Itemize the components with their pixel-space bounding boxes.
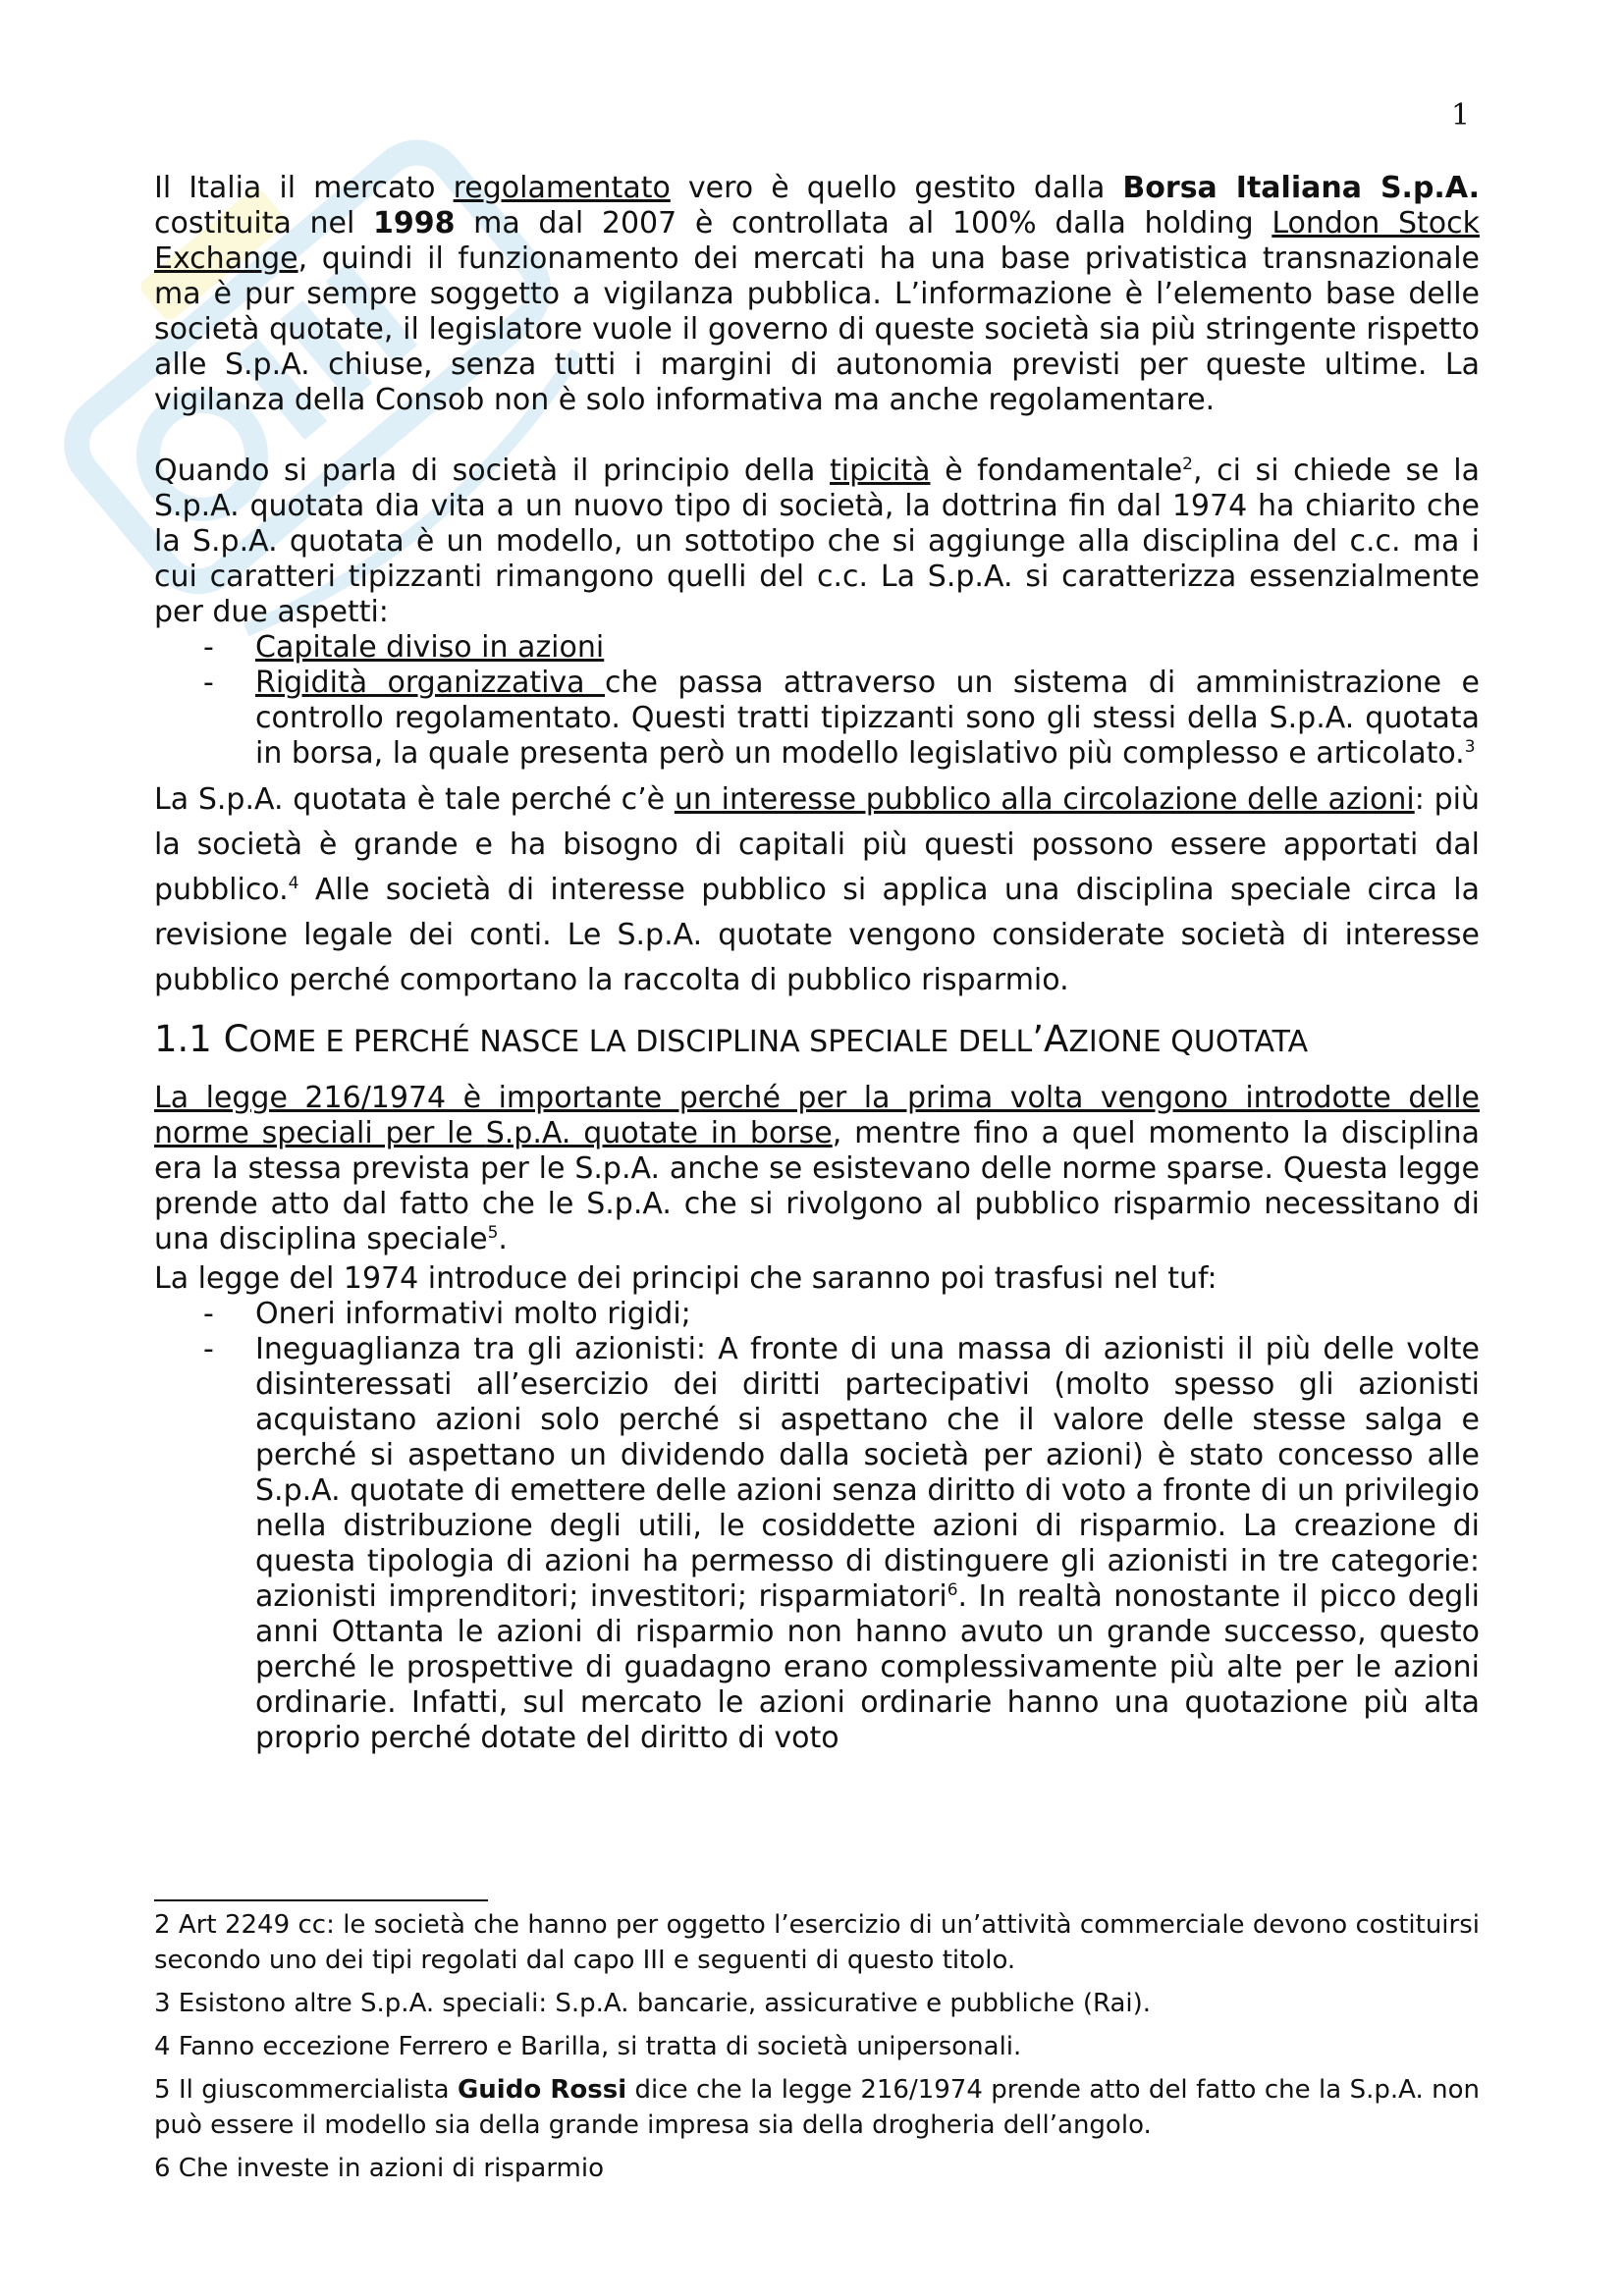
footnote-2: 2 Art 2249 cc: le società che hanno per oggetto l’esercizio di un’attività commerciale devono costituirsi secondo uno dei tipi regolati dal capo III e seguenti di questo titolo.	[154, 1910, 1480, 1975]
dash-bullet-icon: -	[203, 666, 214, 700]
footnote-6: 6 Che investe in azioni di risparmio	[154, 2154, 605, 2183]
paragraph-intro: Il Italia il mercato regolamentato vero è quello gestito dalla Borsa Italiana S.p.A. costituita nel 1998 ma dal 2007 è controllata al 100% dalla holding London Stock Exchange, quindi il funzionamento dei mercati ha una base privatistica transnazionale ma è pur sempre soggetto a vigilanza pubblica. L’informazione è l’elemento base delle società quotate, il legislatore vuole il governo di queste società sia più stringente rispetto alle S.p.A. chiuse, senza tutti i margini di autonomia previsti per queste ultime. La vigilanza della Consob non è solo informativa ma anche regolamentare.	[154, 171, 1480, 417]
footnote-ref-5: 5	[487, 1223, 499, 1243]
dash-bullet-icon: -	[203, 1332, 214, 1366]
section-heading: 1.1 COME E PERCHÉ NASCE LA DISCIPLINA SPECIALE DELL’AZIONE QUOTATA	[154, 1018, 1309, 1060]
list-principi	[154, 1297, 1480, 1756]
footnote-5: 5 Il giuscommercialista Guido Rossi dice che la legge 216/1974 prende atto del fatto che la S.p.A. non può essere il modello sia della grande impresa sia della drogheria dell’angolo.	[154, 2075, 1480, 2140]
footnote-ref-6: 6	[947, 1580, 958, 1600]
footnote-ref-3: 3	[1464, 737, 1476, 757]
page-number: 1	[1451, 98, 1471, 133]
footnote-separator	[154, 1899, 488, 1901]
footnote-4: 4 Fanno eccezione Ferrero e Barilla, si tratta di società unipersonali.	[154, 2032, 1022, 2061]
paragraph-principi: La legge del 1974 introduce dei principi che saranno poi trasfusi nel tuf:	[154, 1261, 1217, 1296]
paragraph-interesse-pubblico: La S.p.A. quotata è tale perché c’è un interesse pubblico alla circolazione delle azioni: più la società è grande e ha bisogno di capitali più questi possono essere apportati dal pubblico.$^4$ Alle società di interesse pubblico si applica una disciplina speciale circa la revisione legale dei conti. Le S.p.A. quotate vengono considerate società di interesse pubblico perché comportano la raccolta di pubblico risparmio.	[154, 782, 1480, 997]
dash-bullet-icon: -	[203, 630, 214, 665]
footnote-ref-2: 2	[1182, 454, 1193, 474]
list-item: - Oneri informativi molto rigidi;	[203, 1297, 691, 1331]
document-body	[154, 171, 1480, 1756]
list-item: - Ineguaglianza tra gli azionisti: A fronte di una massa di azionisti il più delle volte disinteressati all’esercizio dei diritti partecipativi (molto spesso gli azionisti acquistano azioni solo perché si aspettano che il valore delle stesse salga e perché si aspettano un dividendo dalla società per azioni) è stato concesso alle S.p.A. quotate di emettere delle azioni senza diritto di voto a fronte di un privilegio nella distribuzione degli utili, le cosiddette azioni di risparmio. La creazione di questa tipologia di azioni ha permesso di distinguere gli azionisti in tre categorie: azionisti imprenditori; investitori; risparmiatori$^6$. In realtà nonostante il picco degli anni Ottanta le azioni di risparmio non hanno avuto un grande successo, questo perché le prospettive di guadagno erano complessivamente più alte per le azioni ordinarie. Infatti, sul mercato le azioni ordinarie hanno una quotazione più alta proprio perché dotate del diritto di voto	[203, 1332, 1480, 1755]
list-item: - Capitale diviso in azioni	[203, 630, 605, 665]
paragraph-tipicita: Quando si parla di società il principio della tipicità è fondamentale$^2$, ci si chiede se la S.p.A. quotata dia vita a un nuovo tipo di società, la dottrina fin dal 1974 ha chiarito che la S.p.A. quotata è un modello, un sottotipo che si aggiunge alla disciplina del c.c. ma i cui caratteri tipizzanti rimangono quelli del c.c. La S.p.A. si caratterizza essenzialmente per due aspetti:	[154, 454, 1480, 629]
footnote-ref-4: 4	[288, 874, 299, 893]
footnote-3: 3 Esistono altre S.p.A. speciali: S.p.A. bancarie, assicurative e pubbliche (Rai).	[154, 1989, 1152, 2018]
list-item: - Rigidità organizzativa che passa attraverso un sistema di amministrazione e controllo regolamentato. Questi tratti tipizzanti sono gli stessi della S.p.A. quotata in borsa, la quale presenta però un modello legislativo più complesso e articolato.$^3$	[203, 666, 1480, 771]
footnotes	[154, 1907, 1480, 2194]
list-spa-aspects	[154, 630, 1480, 772]
dash-bullet-icon: -	[203, 1297, 214, 1331]
paragraph-legge-216: La legge 216/1974 è importante perché per la prima volta vengono introdotte delle norme speciali per le S.p.A. quotate in borse, mentre fino a quel momento la disciplina era la stessa prevista per le S.p.A. anche se esistevano delle norme sparse. Questa legge prende atto dal fatto che le S.p.A. che si rivolgono al pubblico risparmio necessitano di una disciplina speciale$^5$.	[154, 1081, 1481, 1256]
